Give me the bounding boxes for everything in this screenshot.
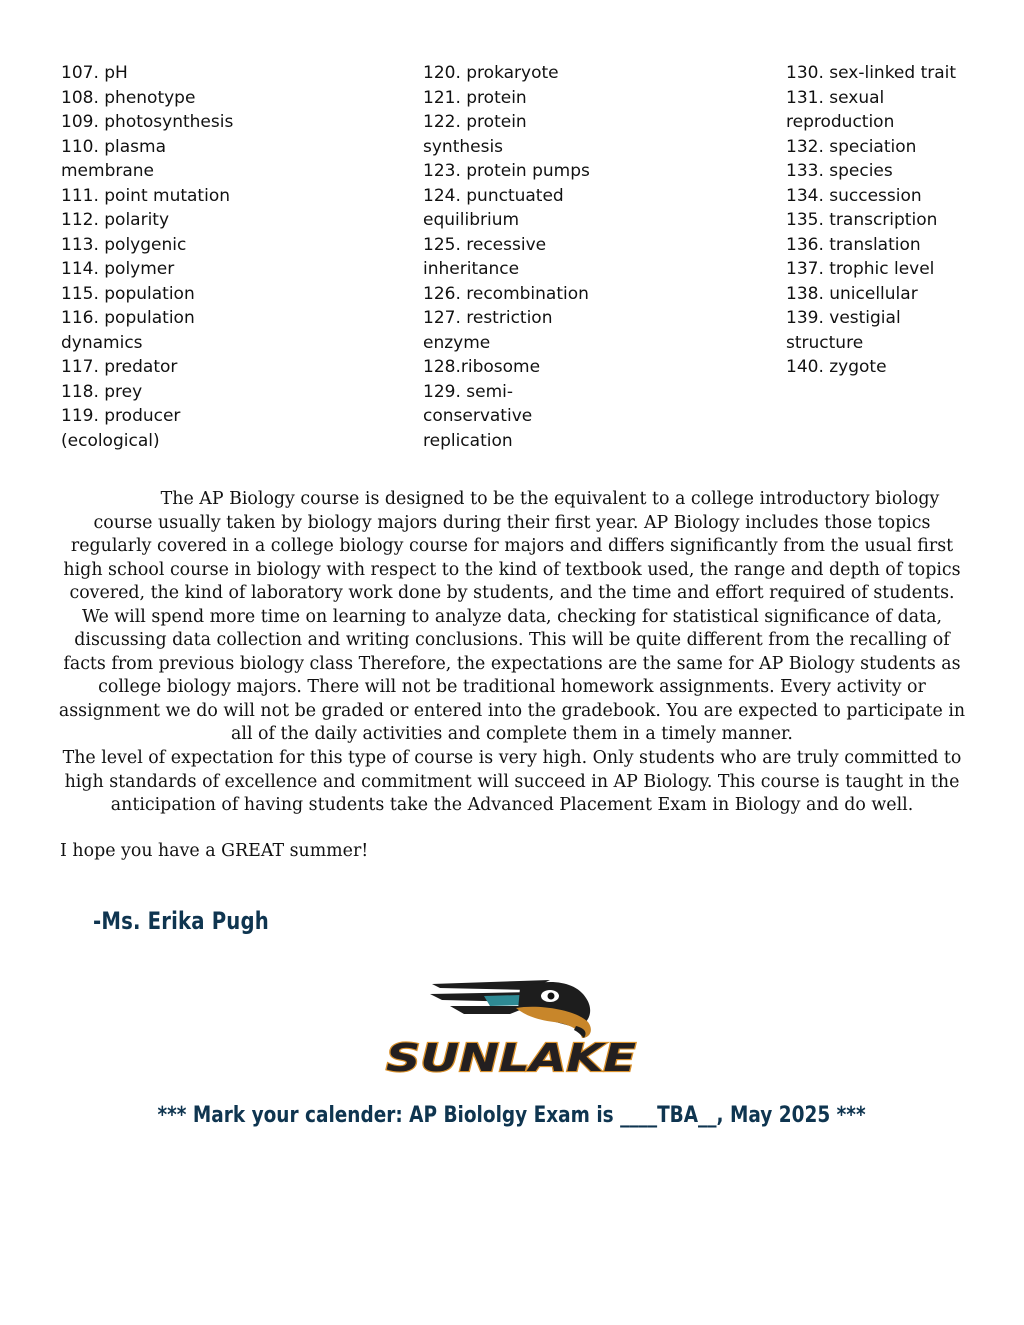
term-line: 121. protein: [423, 87, 527, 108]
term-line: 120. prokaryote: [423, 63, 559, 83]
term-line: 136. translation: [786, 234, 921, 255]
term-line: 114. polymer: [61, 259, 175, 279]
term-line: enzyme: [423, 332, 491, 353]
course-description-text: The AP Biology course is designed to be the equivalent to a college introductory biology course usually taken by biology majors during their first year. AP Biology includes those topics regularly covered in a college biology course for majors and differs significantly from the usual first high school course in biology with respect to the kind of textbook used, the range and depth of topics covered, the kind of laboratory work done by students, and the time and effort required of students. We will spend more time on learning to analyze data, checking for statistical significance of data, discussing data collection and writing conclusions. This will be quite different from the recalling of facts from previous biology class Therefore, the expectations are the same for AP Biology students as college biology majors. There will not be traditional homework assignments. Every activity or assignment we do will not be graded or entered into the gradebook. You are expected to participate in all of the daily activities and complete them in a timely manner.: [58, 489, 966, 744]
teacher-signature: -Ms. Erika Pugh: [93, 907, 269, 935]
term-column-2: [423, 61, 653, 453]
exam-date-notice: [0, 1103, 1024, 1128]
exam-date-notice-text: *** Mark your calender: AP Biololgy Exam is ____TBA__, May 2025 ***: [157, 1103, 867, 1128]
term-line: 135. transcription: [786, 210, 938, 230]
term-line: inheritance: [423, 259, 520, 279]
term-line: 118. prey: [61, 381, 143, 402]
term-line: membrane: [61, 161, 155, 181]
term-line: 122. protein: [423, 112, 527, 132]
term-line: reproduction: [786, 112, 895, 132]
term-line: 130. sex-linked trait: [786, 63, 957, 83]
term-line: 108. phenotype: [61, 87, 196, 108]
logo-wordmark: SUNLAKE: [386, 1036, 637, 1080]
term-line: 111. point mutation: [61, 185, 230, 206]
term-line: 126. recombination: [423, 283, 589, 304]
term-column-3: [786, 61, 976, 380]
closing-line: I hope you have a GREAT summer!: [60, 841, 369, 861]
term-line: 138. unicellular: [786, 283, 918, 304]
term-line: 123. protein pumps: [423, 161, 590, 181]
term-line: 128.ribosome: [423, 357, 541, 377]
term-line: 125. recessive: [423, 234, 547, 255]
term-line: 132. speciation: [786, 136, 917, 157]
term-line: 109. photosynthesis: [61, 112, 234, 132]
vocabulary-term-list: [61, 61, 966, 461]
term-line: 140. zygote: [786, 357, 887, 377]
term-line: equilibrium: [423, 210, 520, 230]
term-line: 112. polarity: [61, 210, 170, 230]
term-line: 124. punctuated: [423, 185, 564, 206]
term-line: 116. population: [61, 308, 195, 328]
term-line: 115. population: [61, 283, 195, 304]
term-line: 107. pH: [61, 63, 128, 83]
term-line: 137. trophic level: [786, 259, 935, 279]
term-line: structure: [786, 332, 864, 353]
term-line: 113. polygenic: [61, 234, 187, 255]
term-line: synthesis: [423, 136, 504, 157]
course-description-paragraph: [58, 488, 966, 747]
term-line: 129. semi-: [423, 381, 513, 402]
term-line: 139. vestigial: [786, 308, 901, 328]
term-line: 133. species: [786, 161, 893, 181]
term-line: 131. sexual: [786, 87, 885, 108]
term-line: (ecological): [61, 430, 160, 451]
term-line: dynamics: [61, 332, 143, 353]
term-line: 119. producer: [61, 406, 181, 426]
term-line: 127. restriction: [423, 308, 553, 328]
hawk-head-logo-icon: [380, 976, 642, 1080]
term-column-1: [61, 61, 291, 453]
term-line: 134. succession: [786, 185, 922, 206]
sunlake-logo: [380, 976, 642, 1080]
term-line: conservative: [423, 406, 533, 426]
term-line: 110. plasma: [61, 136, 167, 157]
expectations-paragraph: The level of expectation for this type of course is very high. Only students who are truly committed to high standards of excellence and commitment will succeed in AP Biology. This course is taught in the anticipation of having students take the Advanced Placement Exam in Biology and do well.: [62, 748, 962, 815]
term-line: replication: [423, 430, 513, 451]
term-line: 117. predator: [61, 357, 178, 377]
